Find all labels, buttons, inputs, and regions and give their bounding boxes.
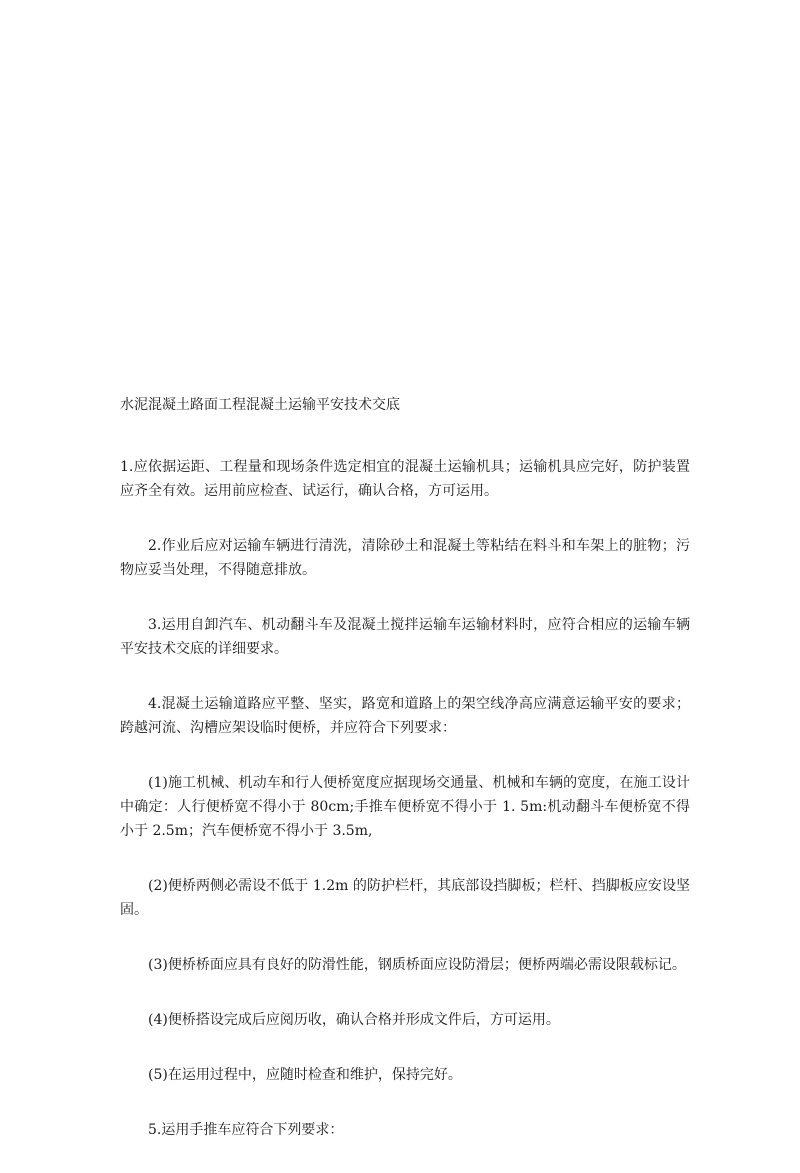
paragraph-4-3: (3)便桥桥面应具有良好的防滑性能，钢质桥面应设防滑层；便桥两端必需设限载标记。 <box>148 957 686 973</box>
paragraph-4-1: (1)施工机械、机动车和行人便桥宽度应据现场交通量、机械和车辆的宽度，在施工设计中确定：人行便桥宽不得小于 80cm;手推车便桥宽不得小于 1. 5m:机动翻斗车便桥宽不得小于 2.5m；汽车便桥宽不得小于 3.5m, <box>120 775 690 839</box>
paragraph-5: 5.运用手推车应符合下列要求： <box>148 1122 344 1138</box>
paragraph-4-4: (4)便桥搭设完成后应阅历收，确认合格并形成文件后，方可运用。 <box>148 1012 560 1028</box>
paragraph-2: 2.作业后应对运输车辆进行清洗，清除砂土和混凝土等粘结在料斗和车架上的脏物；污物应妥当处理，不得随意排放。 <box>120 538 690 578</box>
paragraph-1: 1.应依据运距、工程量和现场条件选定相宜的混凝土运输机具；运输机具应完好，防护装置应齐全有效。运用前应检查、试运行，确认合格，方可运用。 <box>120 459 690 499</box>
document-body <box>120 455 690 1173</box>
paragraph-4: 4.混凝土运输道路应平整、坚实，路宽和道路上的架空线净高应满意运输平安的要求；跨越河流、沟槽应架设临时便桥，并应符合下列要求： <box>120 696 690 736</box>
document-title: 水泥混凝土路面工程混凝土运输平安技术交底 <box>120 397 400 413</box>
paragraph-4-2: (2)便桥两侧必需设不低于 1.2m 的防护栏杆，其底部设挡脚板；栏杆、挡脚板应安设坚固。 <box>120 878 690 918</box>
paragraph-3: 3.运用自卸汽车、机动翻斗车及混凝土搅拌运输车运输材料时，应符合相应的运输车辆平安技术交底的详细要求。 <box>120 617 690 657</box>
paragraph-4-5: (5)在运用过程中，应随时检查和维护，保持完好。 <box>148 1067 462 1083</box>
